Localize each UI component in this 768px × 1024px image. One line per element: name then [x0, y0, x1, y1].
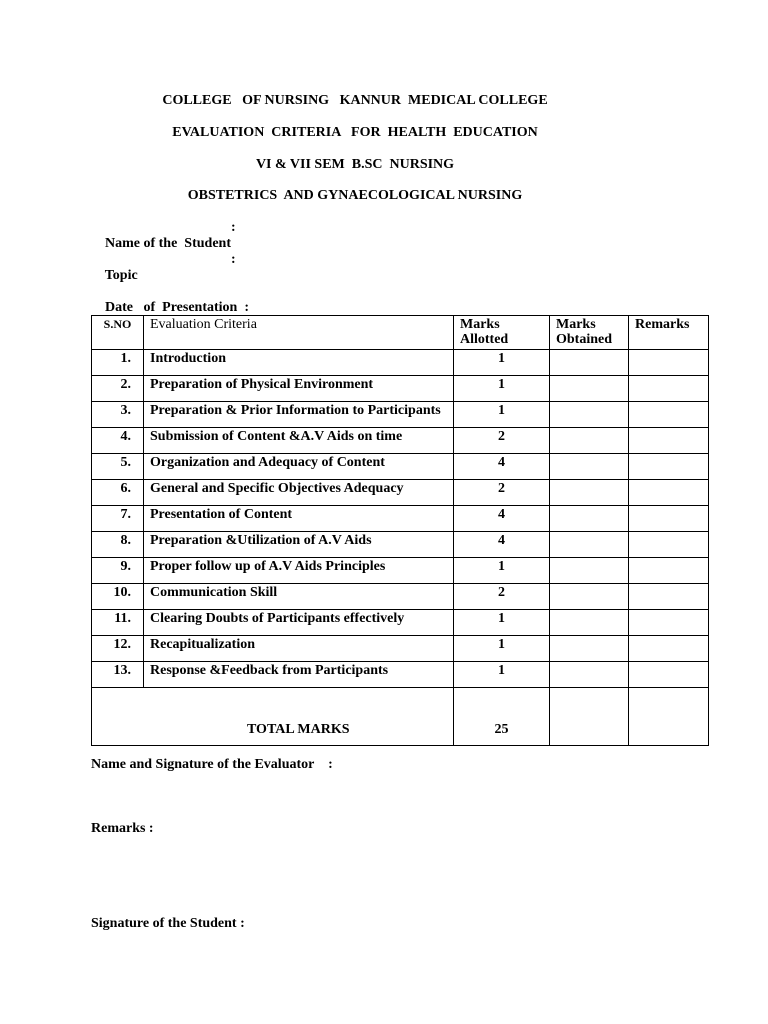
subject-heading: OBSTETRICS AND GYNAECOLOGICAL NURSING: [187, 188, 523, 203]
table-row: [92, 480, 709, 506]
row-sno: 3.: [92, 402, 144, 428]
row-remarks: [629, 662, 709, 688]
table-row: [92, 506, 709, 532]
remarks-header: Remarks: [629, 316, 709, 350]
row-marks-allotted: 1: [454, 610, 550, 636]
topic-colon: :: [231, 252, 236, 267]
row-remarks: [629, 558, 709, 584]
row-sno: 9.: [92, 558, 144, 584]
row-marks-obtained: [550, 636, 629, 662]
row-sno: 5.: [92, 454, 144, 480]
row-remarks: [629, 584, 709, 610]
row-remarks: [629, 350, 709, 376]
table-row: [92, 350, 709, 376]
row-sno: 1.: [92, 350, 144, 376]
row-criteria: Clearing Doubts of Participants effectively: [144, 610, 454, 636]
topic-label: Topic: [104, 268, 138, 283]
row-sno: 12.: [92, 636, 144, 662]
evaluation-heading: EVALUATION CRITERIA FOR HEALTH EDUCATION: [172, 125, 538, 140]
table-row: [92, 610, 709, 636]
row-remarks: [629, 506, 709, 532]
row-marks-allotted: 2: [454, 584, 550, 610]
evaluator-signature-label: Name and Signature of the Evaluator :: [91, 757, 333, 772]
total-marks-label: TOTAL MARKS: [144, 688, 454, 746]
table-header-row: [92, 316, 709, 350]
student-signature-label: Signature of the Student :: [91, 916, 245, 931]
total-row: [92, 688, 709, 746]
row-remarks: [629, 480, 709, 506]
table-row: [92, 584, 709, 610]
row-marks-obtained: [550, 610, 629, 636]
row-criteria: Organization and Adequacy of Content: [144, 454, 454, 480]
row-marks-allotted: 4: [454, 506, 550, 532]
table-row: [92, 532, 709, 558]
table-row: [92, 558, 709, 584]
row-marks-allotted: 1: [454, 636, 550, 662]
row-remarks: [629, 532, 709, 558]
row-remarks: [629, 636, 709, 662]
row-marks-obtained: [550, 506, 629, 532]
date-label: Date of Presentation :: [105, 300, 249, 315]
row-marks-allotted: 2: [454, 428, 550, 454]
row-remarks: [629, 402, 709, 428]
row-criteria: Recapitualization: [144, 636, 454, 662]
total-remarks: [629, 688, 709, 746]
row-criteria: Response &Feedback from Participants: [144, 662, 454, 688]
student-name-label: Name of the Student: [105, 236, 231, 251]
row-marks-allotted: 2: [454, 480, 550, 506]
student-name-colon: :: [231, 220, 236, 235]
row-marks-allotted: 4: [454, 532, 550, 558]
table-row: [92, 428, 709, 454]
row-criteria: Submission of Content &A.V Aids on time: [144, 428, 454, 454]
remarks-label: Remarks :: [91, 821, 154, 836]
table-row: [92, 402, 709, 428]
row-criteria: Communication Skill: [144, 584, 454, 610]
row-sno: 2.: [92, 376, 144, 402]
table-row: [92, 454, 709, 480]
semester-heading: VI & VII SEM B.SC NURSING: [255, 157, 455, 172]
row-sno: 7.: [92, 506, 144, 532]
criteria-header: Evaluation Criteria: [144, 316, 454, 350]
table-row: [92, 662, 709, 688]
marks-allotted-header: Marks Allotted: [454, 316, 550, 350]
row-marks-obtained: [550, 350, 629, 376]
row-marks-allotted: 1: [454, 350, 550, 376]
row-marks-obtained: [550, 402, 629, 428]
row-remarks: [629, 428, 709, 454]
row-criteria: Preparation of Physical Environment: [144, 376, 454, 402]
row-remarks: [629, 376, 709, 402]
row-sno: 8.: [92, 532, 144, 558]
row-marks-obtained: [550, 532, 629, 558]
row-criteria: Preparation & Prior Information to Participants: [144, 402, 454, 428]
row-criteria: Introduction: [144, 350, 454, 376]
row-marks-allotted: 1: [454, 376, 550, 402]
row-remarks: [629, 454, 709, 480]
row-sno: 13.: [92, 662, 144, 688]
total-sno-cell: [92, 688, 144, 746]
row-marks-obtained: [550, 454, 629, 480]
row-criteria: General and Specific Objectives Adequacy: [144, 480, 454, 506]
row-criteria: Preparation &Utilization of A.V Aids: [144, 532, 454, 558]
row-marks-obtained: [550, 584, 629, 610]
row-sno: 4.: [92, 428, 144, 454]
college-heading: COLLEGE OF NURSING KANNUR MEDICAL COLLEGE: [162, 93, 548, 108]
row-marks-obtained: [550, 662, 629, 688]
row-remarks: [629, 610, 709, 636]
table-row: [92, 376, 709, 402]
row-sno: 11.: [92, 610, 144, 636]
row-criteria: Proper follow up of A.V Aids Principles: [144, 558, 454, 584]
row-sno: 6.: [92, 480, 144, 506]
row-marks-allotted: 1: [454, 402, 550, 428]
evaluation-table: [91, 315, 709, 746]
row-criteria: Presentation of Content: [144, 506, 454, 532]
marks-obtained-header: Marks Obtained: [550, 316, 629, 350]
sno-header: S.NO: [92, 316, 144, 350]
total-marks-value: 25: [454, 688, 550, 746]
row-marks-obtained: [550, 428, 629, 454]
row-marks-obtained: [550, 480, 629, 506]
row-marks-allotted: 1: [454, 558, 550, 584]
row-marks-allotted: 4: [454, 454, 550, 480]
row-marks-obtained: [550, 558, 629, 584]
row-marks-allotted: 1: [454, 662, 550, 688]
row-sno: 10.: [92, 584, 144, 610]
row-marks-obtained: [550, 376, 629, 402]
total-marks-obtained: [550, 688, 629, 746]
table-row: [92, 636, 709, 662]
